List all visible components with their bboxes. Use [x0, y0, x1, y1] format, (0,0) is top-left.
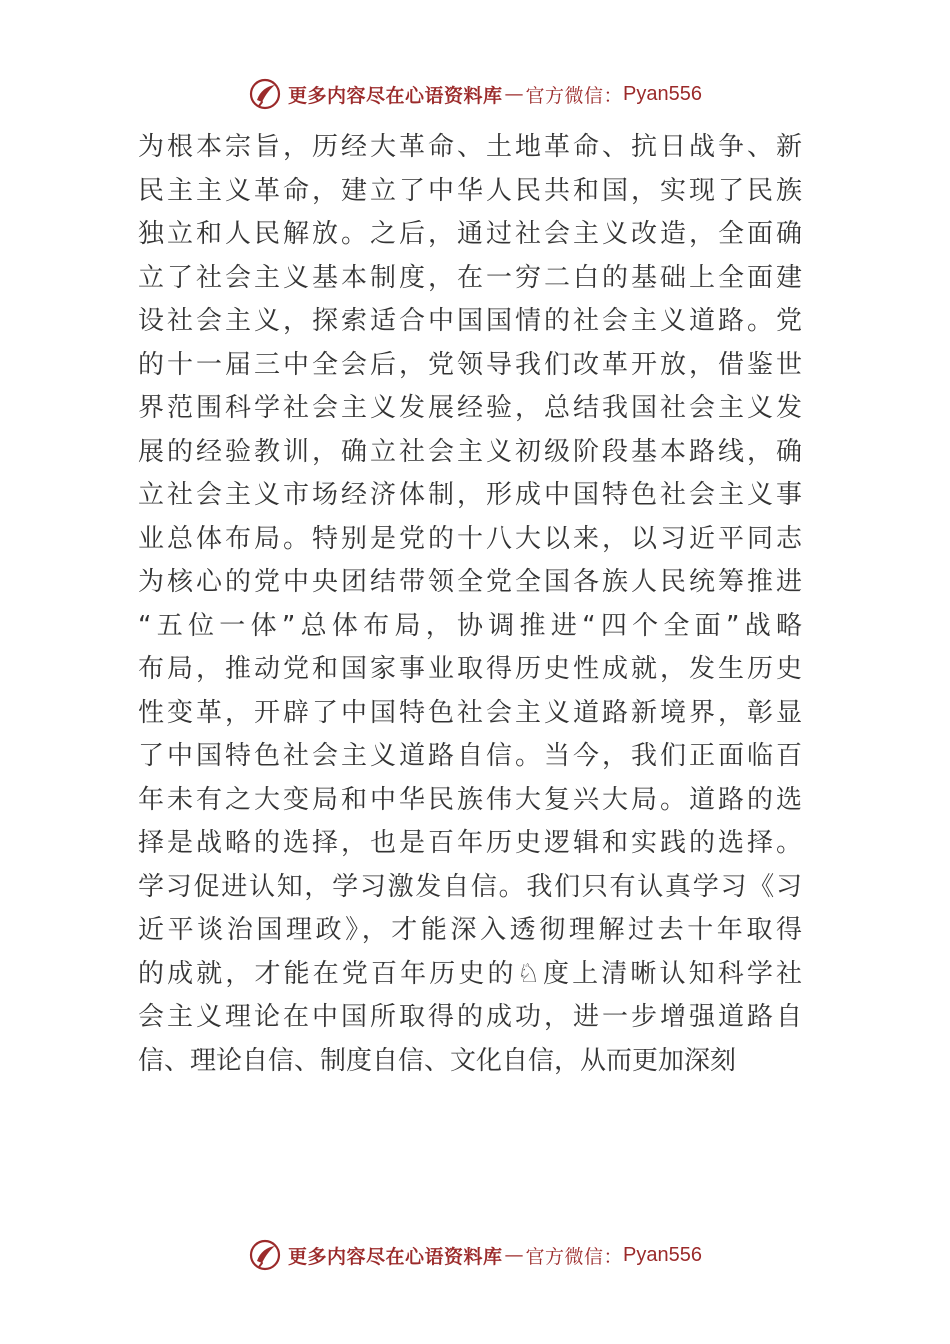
- body-text-line: 的成就，才能在党百年历史的♘度上清晰认知科学社: [138, 958, 802, 989]
- body-text-line: 民主主义革命，建立了中华人民共和国，实现了民族: [138, 175, 802, 206]
- body-text-line: 为核心的党中央团结带领全党全国各族人民统筹推进: [138, 567, 802, 597]
- body-text-line: 性变革，开辟了中国特色社会主义道路新境界，彰显: [138, 697, 802, 728]
- banner-wechat-id: Pyan556: [623, 1243, 702, 1266]
- brand-logo-icon: [248, 77, 282, 111]
- body-text-line: “五位一体”总体布局，协调推进“四个全面”战略: [138, 610, 802, 641]
- body-text-line: 布局，推动党和国家事业取得历史性成就，发生历史: [138, 654, 802, 684]
- banner-main-text: 更多内容尽在心语资料库: [288, 84, 503, 107]
- banner-main-text: 更多内容尽在心语资料库: [288, 1245, 503, 1268]
- body-text-line: 近平谈治国理政》，才能深入透彻理解过去十年取得: [138, 915, 802, 945]
- body-text-line: 会主义理论在中国所取得的成功，进一步增强道路自: [138, 1002, 802, 1032]
- banner-wechat-label: 官方微信：: [525, 84, 624, 107]
- banner-wechat-label: 官方微信：: [525, 1245, 624, 1268]
- body-text-line: 设社会主义，探索适合中国国情的社会主义道路。党: [138, 306, 802, 336]
- banner-dash: —: [504, 1244, 524, 1266]
- body-text-line: 年未有之大变局和中华民族伟大复兴大局。道路的选: [138, 784, 802, 815]
- banner-dash: —: [504, 83, 524, 105]
- brand-logo-icon: [248, 1238, 282, 1272]
- body-text-line: 立了社会主义基本制度，在一穷二白的基础上全面建: [138, 262, 802, 293]
- document-body: [138, 126, 802, 1083]
- body-text-line: 了中国特色社会主义道路自信。当今，我们正面临百: [138, 741, 802, 771]
- banner-wechat-id: Pyan556: [623, 82, 702, 105]
- body-text-line: 立社会主义市场经济体制，形成中国特色社会主义事: [138, 480, 802, 510]
- body-text-line: 界范围科学社会主义发展经验，总结我国社会主义发: [138, 393, 802, 423]
- body-text-line: 业总体布局。特别是党的十八大以来，以习近平同志: [138, 523, 802, 554]
- body-text-line: 择是战略的选择，也是百年历史逻辑和实践的选择。: [138, 828, 802, 858]
- header-banner: [0, 74, 950, 114]
- body-text-line: 信、理论自信、制度自信、文化自信，从而更加深刻: [138, 1045, 737, 1076]
- body-text-line: 的十一届三中全会后，党领导我们改革开放，借鉴世: [138, 349, 802, 380]
- body-text-line: 展的经验教训，确立社会主义初级阶段基本路线，确: [138, 436, 802, 467]
- footer-banner: [0, 1235, 950, 1275]
- body-text-line: 独立和人民解放。之后，通过社会主义改造，全面确: [138, 219, 802, 249]
- body-text-line: 学习促进认知，学习激发自信。我们只有认真学习《习: [138, 871, 802, 902]
- body-text-line: 为根本宗旨，历经大革命、土地革命、抗日战争、新: [138, 132, 802, 162]
